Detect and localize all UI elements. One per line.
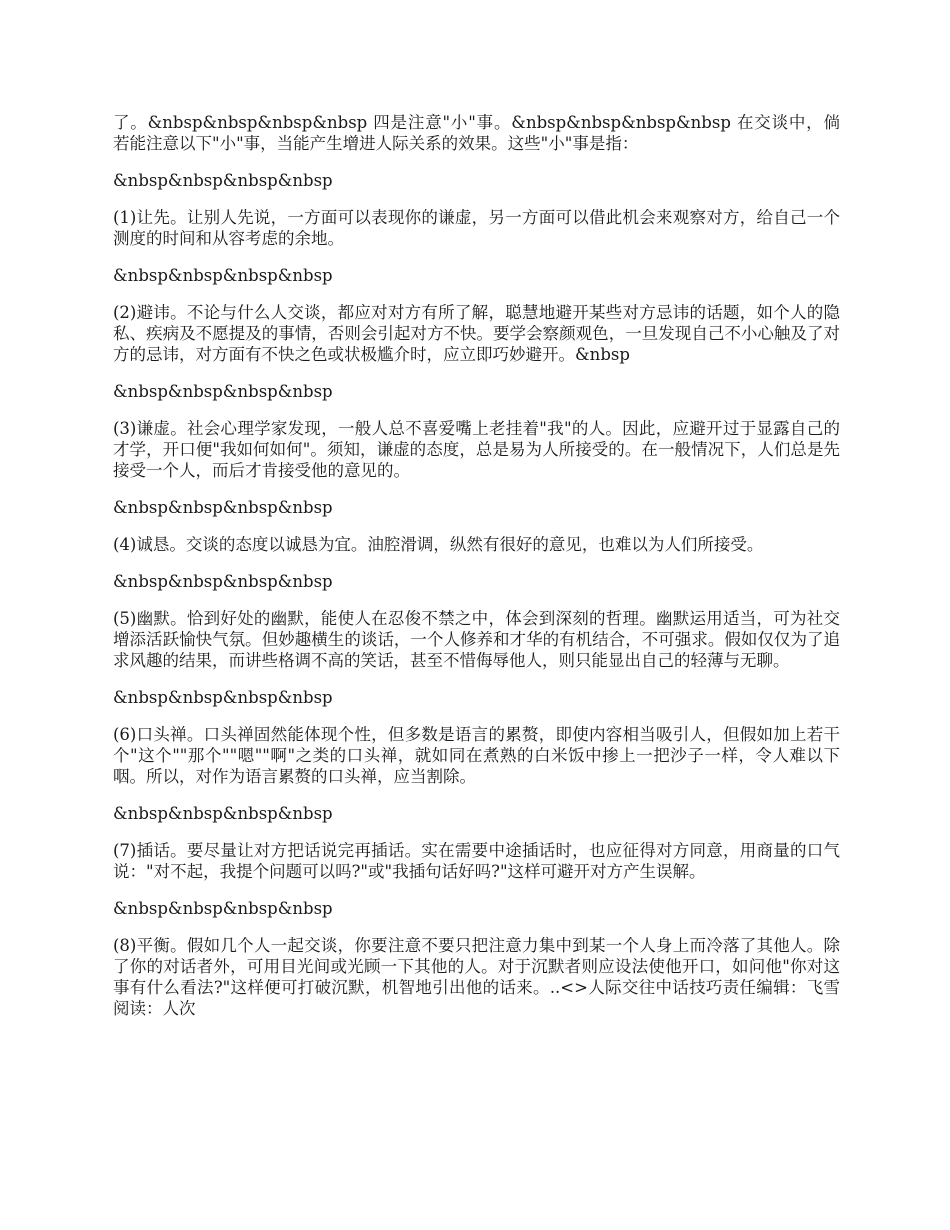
spacer-line: &nbsp&nbsp&nbsp&nbsp	[113, 498, 333, 517]
document-body	[113, 112, 840, 1019]
spacer-line: &nbsp&nbsp&nbsp&nbsp	[113, 899, 333, 918]
paragraph-intro: 了。&nbsp&nbsp&nbsp&nbsp 四是注意"小"事。&nbsp&nbsp&nbsp&nbsp 在交谈中，倘若能注意以下"小"事，当能产生增进人际关系的效果。这些"小"事是指：	[113, 113, 840, 153]
spacer-line: &nbsp&nbsp&nbsp&nbsp	[113, 171, 333, 190]
paragraph-item-4: (4)诚恳。交谈的态度以诚恳为宜。油腔滑调，纵然有很好的意见，也难以为人们所接受。	[113, 535, 764, 554]
spacer-line: &nbsp&nbsp&nbsp&nbsp	[113, 804, 333, 823]
paragraph-item-6: (6)口头禅。口头禅固然能体现个性，但多数是语言的累赘，即使内容相当吸引人，但假如加上若干个"这个""那个""嗯""啊"之类的口头禅，就如同在煮熟的白米饭中掺上一把沙子一样，令人难以下咽。所以，对作为语言累赘的口头禅，应当割除。	[113, 725, 840, 786]
paragraph-item-1: (1)让先。让别人先说，一方面可以表现你的谦虚，另一方面可以借此机会来观察对方，给自己一个测度的时间和从容考虑的余地。	[113, 208, 840, 248]
spacer-line: &nbsp&nbsp&nbsp&nbsp	[113, 382, 333, 401]
paragraph-item-8: (8)平衡。假如几个人一起交谈，你要注意不要只把注意力集中到某一个人身上而冷落了其他人。除了你的对话者外，可用目光间或光顾一下其他的人。对于沉默者则应设法使他开口，如问他"你对这事有什么看法?"这样便可打破沉默，机智地引出他的话来。..<>人际交往中话技巧责任编辑：飞雪 阅读：人次	[113, 936, 840, 1018]
spacer-line: &nbsp&nbsp&nbsp&nbsp	[113, 266, 333, 285]
spacer-line: &nbsp&nbsp&nbsp&nbsp	[113, 572, 333, 591]
paragraph-item-7: (7)插话。要尽量让对方把话说完再插话。实在需要中途插话时，也应征得对方同意，用商量的口气说："对不起，我提个问题可以吗?"或"我插句话好吗?"这样可避开对方产生误解。	[113, 841, 840, 881]
paragraph-item-3: (3)谦虚。社会心理学家发现，一般人总不喜爱嘴上老挂着"我"的人。因此，应避开过于显露自己的才学，开口便"我如何如何"。须知，谦虚的态度，总是易为人所接受的。在一般情况下，人们总是先接受一个人，而后才肯接受他的意见的。	[113, 419, 840, 480]
paragraph-item-2: (2)避讳。不论与什么人交谈，都应对对方有所了解，聪慧地避开某些对方忌讳的话题，如个人的隐私、疾病及不愿提及的事情，否则会引起对方不快。要学会察颜观色，一旦发现自己不小心触及了对方的忌讳，对方面有不快之色或状极尴介时，应立即巧妙避开。&nbsp	[113, 303, 840, 364]
paragraph-item-5: (5)幽默。恰到好处的幽默，能使人在忍俊不禁之中，体会到深刻的哲理。幽默运用适当，可为社交增添活跃愉快气氛。但妙趣横生的谈话，一个人修养和才华的有机结合，不可强求。假如仅仅为了追求风趣的结果，而讲些格调不高的笑话，甚至不惜侮辱他人，则只能显出自己的轻薄与无聊。	[113, 609, 840, 670]
spacer-line: &nbsp&nbsp&nbsp&nbsp	[113, 688, 333, 707]
